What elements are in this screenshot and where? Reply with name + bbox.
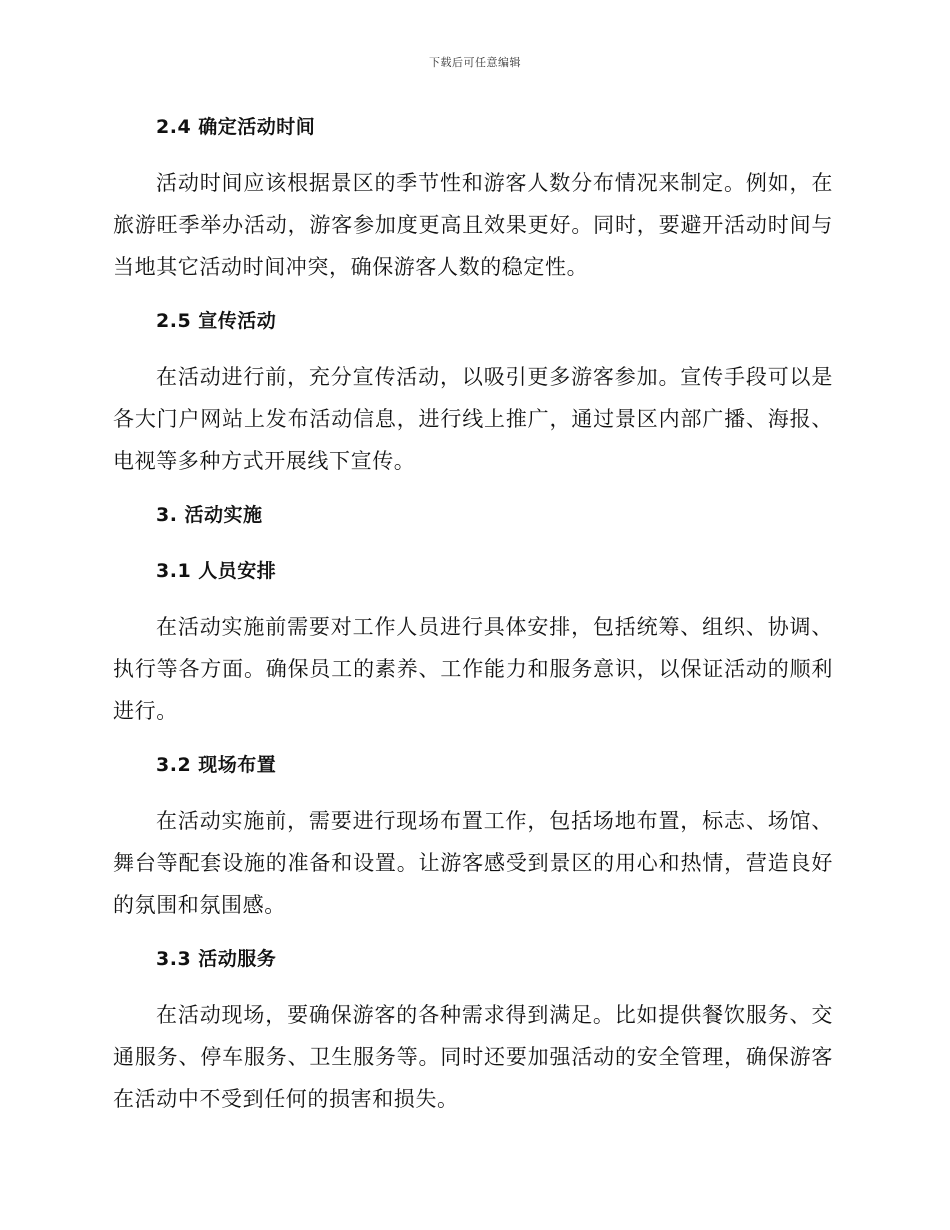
- section-heading-2-4: 2.4 确定活动时间: [156, 116, 316, 138]
- page-header-note: 下载后可任意编辑: [429, 56, 521, 69]
- section-heading-3-2: 3.2 现场布置: [156, 754, 277, 776]
- section-paragraph-3-3: 在活动现场，要确保游客的各种需求得到满足。比如提供餐饮服务、交通服务、停车服务、卫生服务等。同时还要加强活动的安全管理，确保游客在活动中不受到任何的损害和损失。: [113, 1003, 833, 1111]
- section-paragraph-3-1: 在活动实施前需要对工作人员进行具体安排，包括统筹、组织、协调、执行等各方面。确保员工的素养、工作能力和服务意识，以保证活动的顺利进行。: [113, 615, 833, 723]
- section-heading-3: 3. 活动实施: [156, 504, 263, 526]
- section-paragraph-2-4: 活动时间应该根据景区的季节性和游客人数分布情况来制定。例如，在旅游旺季举办活动，游客参加度更高且效果更好。同时，要避开活动时间与当地其它活动时间冲突，确保游客人数的稳定性。: [113, 171, 833, 279]
- section-heading-3-3: 3.3 活动服务: [156, 948, 277, 970]
- section-heading-3-1: 3.1 人员安排: [156, 560, 277, 582]
- document-body: [113, 106, 833, 1132]
- section-paragraph-3-2: 在活动实施前，需要进行现场布置工作，包括场地布置，标志、场馆、舞台等配套设施的准备和设置。让游客感受到景区的用心和热情，营造良好的氛围和氛围感。: [113, 809, 833, 917]
- section-heading-2-5: 2.5 宣传活动: [156, 310, 277, 332]
- section-paragraph-2-5: 在活动进行前，充分宣传活动，以吸引更多游客参加。宣传手段可以是各大门户网站上发布活动信息，进行线上推广，通过景区内部广播、海报、电视等多种方式开展线下宣传。: [113, 365, 833, 473]
